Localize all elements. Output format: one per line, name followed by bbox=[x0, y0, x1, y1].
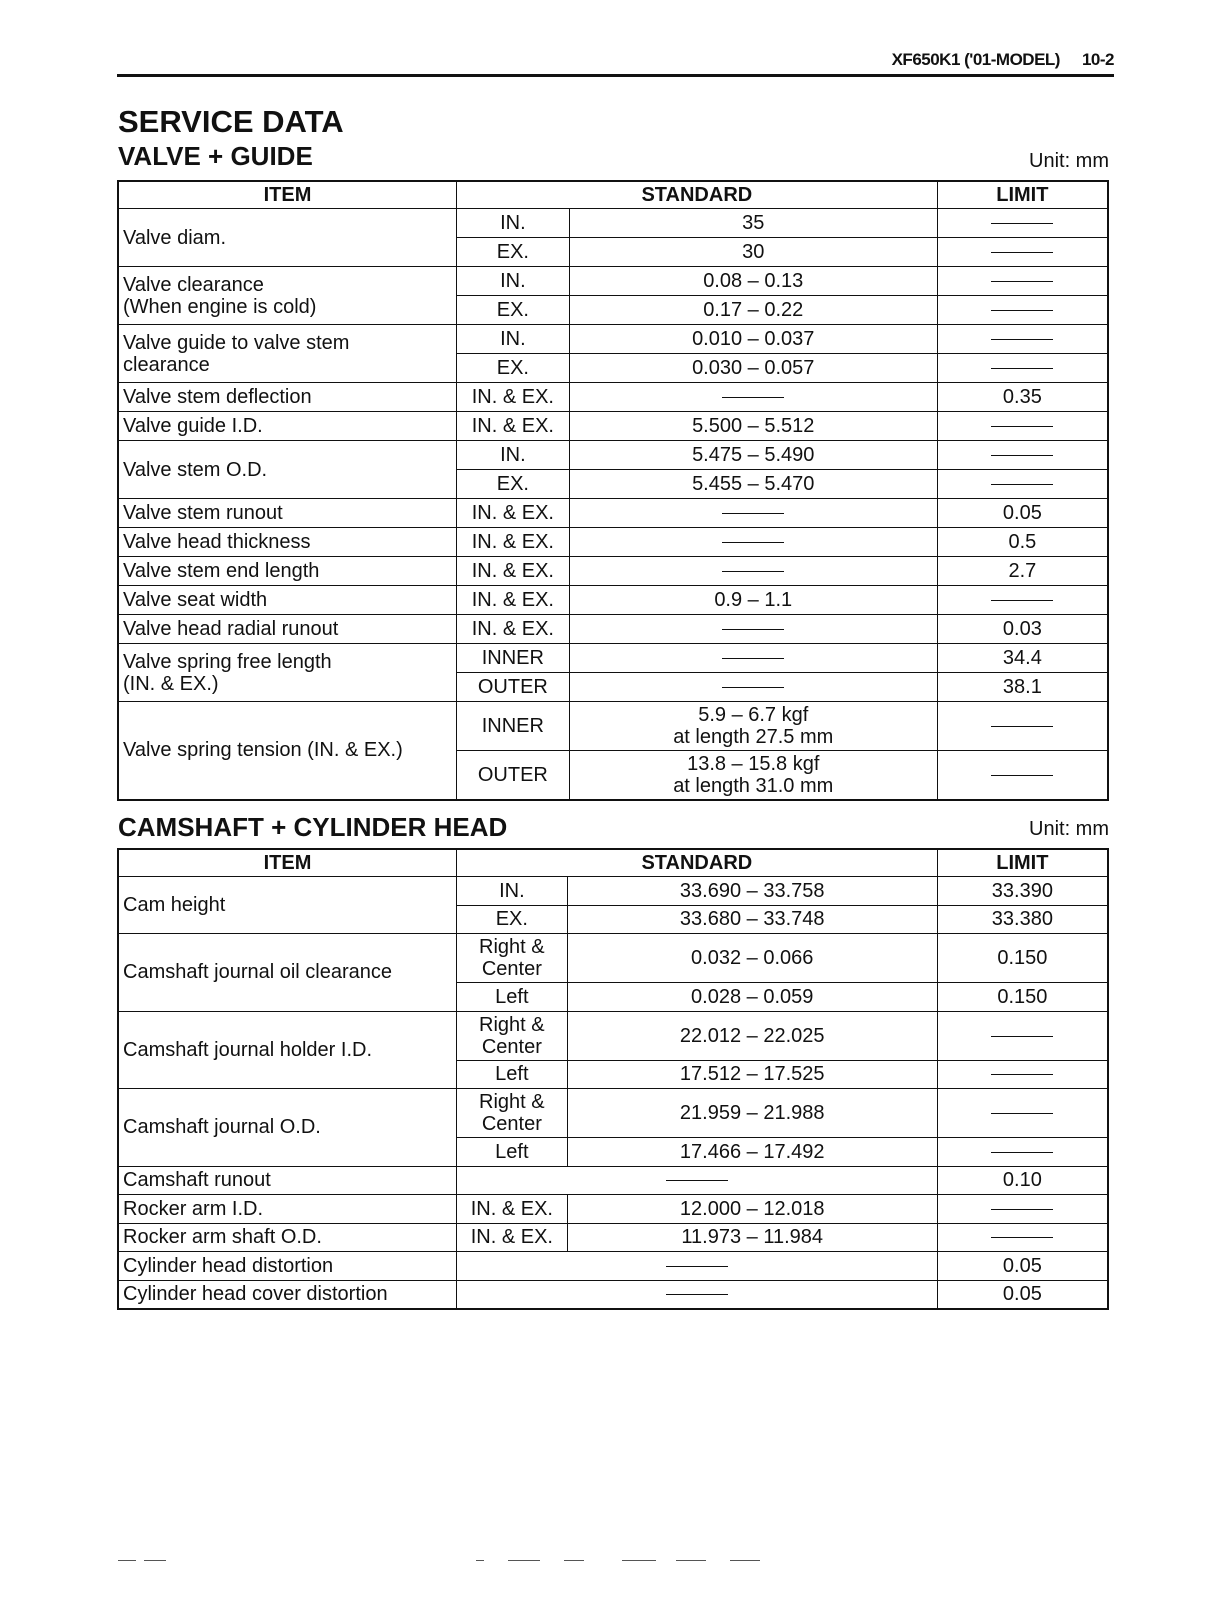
standard-value bbox=[569, 383, 937, 412]
standard-value: 35 bbox=[569, 209, 937, 238]
standard-value: 17.466 – 17.492 bbox=[567, 1138, 937, 1167]
limit-value: 2.7 bbox=[937, 557, 1108, 586]
table-row bbox=[118, 1195, 1108, 1224]
limit-value: 0.150 bbox=[937, 983, 1108, 1012]
standard-value: 5.500 – 5.512 bbox=[569, 412, 937, 441]
standard-value bbox=[569, 557, 937, 586]
table-row bbox=[118, 267, 1108, 296]
header-rule bbox=[117, 74, 1114, 77]
table-row bbox=[118, 383, 1108, 412]
limit-value: 0.03 bbox=[937, 615, 1108, 644]
standard-value: 11.973 – 11.984 bbox=[567, 1223, 937, 1252]
dash-mark bbox=[991, 426, 1053, 427]
condition-label: IN. & EX. bbox=[456, 615, 569, 644]
item-label: Camshaft journal O.D. bbox=[118, 1089, 456, 1167]
item-label: Valve head radial runout bbox=[118, 615, 456, 644]
limit-value: 38.1 bbox=[937, 673, 1108, 702]
table-row bbox=[118, 1011, 1108, 1060]
item-label: Valve diam. bbox=[118, 209, 456, 267]
condition-label: INNER bbox=[456, 702, 569, 751]
standard-value bbox=[569, 499, 937, 528]
limit-value bbox=[937, 1011, 1108, 1060]
condition-label: IN. bbox=[456, 267, 569, 296]
col-header-item: ITEM bbox=[118, 849, 456, 877]
table-row bbox=[118, 615, 1108, 644]
item-label: Rocker arm shaft O.D. bbox=[118, 1223, 456, 1252]
dash-mark bbox=[991, 775, 1053, 776]
table-row bbox=[118, 702, 1108, 751]
item-label: Valve clearance (When engine is cold) bbox=[118, 267, 456, 325]
col-header-standard: STANDARD bbox=[456, 849, 937, 877]
limit-value bbox=[937, 267, 1108, 296]
standard-value: 0.010 – 0.037 bbox=[569, 325, 937, 354]
dash-mark bbox=[991, 726, 1053, 727]
condition-label: OUTER bbox=[456, 673, 569, 702]
limit-value bbox=[937, 441, 1108, 470]
standard-value: 21.959 – 21.988 bbox=[567, 1089, 937, 1138]
condition-label: INNER bbox=[456, 644, 569, 673]
table-row bbox=[118, 412, 1108, 441]
condition-label: IN. bbox=[456, 877, 567, 906]
cam-unit-label: Unit: mm bbox=[1029, 818, 1109, 840]
page-number: 10-2 bbox=[1081, 50, 1114, 69]
item-label: Valve spring free length (IN. & EX.) bbox=[118, 644, 456, 702]
standard-value: 0.028 – 0.059 bbox=[567, 983, 937, 1012]
col-header-standard: STANDARD bbox=[456, 181, 937, 209]
standard-value: 13.8 – 15.8 kgf at length 31.0 mm bbox=[569, 751, 937, 800]
item-label: Valve stem runout bbox=[118, 499, 456, 528]
condition-label: Left bbox=[456, 1060, 567, 1089]
condition-label: OUTER bbox=[456, 751, 569, 800]
dash-mark bbox=[991, 1113, 1053, 1114]
camshaft-title: CAMSHAFT + CYLINDER HEAD bbox=[118, 812, 508, 842]
item-label: Valve stem deflection bbox=[118, 383, 456, 412]
item-label: Camshaft runout bbox=[118, 1166, 456, 1195]
item-label: Valve head thickness bbox=[118, 528, 456, 557]
col-header-limit: LIMIT bbox=[937, 181, 1108, 209]
limit-value: 0.05 bbox=[937, 1280, 1108, 1309]
limit-value bbox=[937, 296, 1108, 325]
item-label: Valve guide to valve stem clearance bbox=[118, 325, 456, 383]
col-header-item: ITEM bbox=[118, 181, 456, 209]
condition-label: EX. bbox=[456, 470, 569, 499]
dash-mark bbox=[991, 339, 1053, 340]
dash-mark bbox=[991, 1237, 1053, 1238]
table-row bbox=[118, 1166, 1108, 1195]
valve-guide-table bbox=[117, 180, 1109, 801]
limit-value bbox=[937, 1223, 1108, 1252]
valve-guide-title: VALVE + GUIDE bbox=[118, 141, 313, 171]
running-header bbox=[892, 50, 1114, 70]
item-label: Cylinder head cover distortion bbox=[118, 1280, 456, 1309]
standard-value: 5.9 – 6.7 kgf at length 27.5 mm bbox=[569, 702, 937, 751]
standard-value: 0.032 – 0.066 bbox=[567, 934, 937, 983]
dash-mark bbox=[722, 629, 784, 630]
condition-label: EX. bbox=[456, 354, 569, 383]
condition-label: IN. & EX. bbox=[456, 557, 569, 586]
dash-mark bbox=[722, 687, 784, 688]
standard-value: 0.9 – 1.1 bbox=[569, 586, 937, 615]
limit-value bbox=[937, 354, 1108, 383]
standard-value bbox=[569, 673, 937, 702]
col-header-limit: LIMIT bbox=[937, 849, 1108, 877]
model-label: XF650K1 ('01-MODEL) bbox=[891, 50, 1060, 69]
dash-mark bbox=[991, 1152, 1053, 1153]
limit-value bbox=[937, 209, 1108, 238]
item-label: Rocker arm I.D. bbox=[118, 1195, 456, 1224]
page-title: SERVICE DATA bbox=[118, 104, 344, 139]
condition-label: Left bbox=[456, 1138, 567, 1167]
table-row bbox=[118, 644, 1108, 673]
item-label: Valve guide I.D. bbox=[118, 412, 456, 441]
limit-value: 0.5 bbox=[937, 528, 1108, 557]
table-row bbox=[118, 528, 1108, 557]
condition-label: IN. & EX. bbox=[456, 528, 569, 557]
table-row bbox=[118, 441, 1108, 470]
limit-value bbox=[937, 702, 1108, 751]
table-row bbox=[118, 934, 1108, 983]
standard-value: 0.08 – 0.13 bbox=[569, 267, 937, 296]
standard-value bbox=[569, 528, 937, 557]
limit-value: 34.4 bbox=[937, 644, 1108, 673]
item-label: Valve seat width bbox=[118, 586, 456, 615]
standard-value: 22.012 – 22.025 bbox=[567, 1011, 937, 1060]
table-row bbox=[118, 325, 1108, 354]
limit-value: 33.380 bbox=[937, 905, 1108, 934]
footer-dashes bbox=[118, 1560, 778, 1564]
standard-value: 33.680 – 33.748 bbox=[567, 905, 937, 934]
standard-value: 0.030 – 0.057 bbox=[569, 354, 937, 383]
limit-value bbox=[937, 238, 1108, 267]
standard-value: 5.455 – 5.470 bbox=[569, 470, 937, 499]
dash-mark bbox=[991, 1209, 1053, 1210]
limit-value: 33.390 bbox=[937, 877, 1108, 906]
condition-label: IN. & EX. bbox=[456, 586, 569, 615]
table-row bbox=[118, 209, 1108, 238]
item-label: Camshaft journal holder I.D. bbox=[118, 1011, 456, 1089]
item-label: Cylinder head distortion bbox=[118, 1252, 456, 1281]
item-label: Valve spring tension (IN. & EX.) bbox=[118, 702, 456, 800]
limit-value bbox=[937, 1089, 1108, 1138]
condition-label: IN. & EX. bbox=[456, 499, 569, 528]
condition-label: IN. & EX. bbox=[456, 1223, 567, 1252]
standard-value bbox=[569, 644, 937, 673]
standard-value bbox=[569, 615, 937, 644]
item-label: Valve stem O.D. bbox=[118, 441, 456, 499]
dash-mark bbox=[722, 571, 784, 572]
standard-value: 12.000 – 12.018 bbox=[567, 1195, 937, 1224]
dash-mark bbox=[722, 397, 784, 398]
condition-label: Right & Center bbox=[456, 934, 567, 983]
dash-mark bbox=[991, 484, 1053, 485]
dash-mark bbox=[991, 310, 1053, 311]
condition-label: Right & Center bbox=[456, 1011, 567, 1060]
dash-mark bbox=[991, 368, 1053, 369]
standard-value: 0.17 – 0.22 bbox=[569, 296, 937, 325]
condition-label: IN. & EX. bbox=[456, 383, 569, 412]
dash-mark bbox=[991, 281, 1053, 282]
condition-label: IN. & EX. bbox=[456, 1195, 567, 1224]
standard-value bbox=[456, 1166, 937, 1195]
limit-value bbox=[937, 586, 1108, 615]
limit-value: 0.150 bbox=[937, 934, 1108, 983]
valve-unit-label: Unit: mm bbox=[1029, 150, 1109, 172]
condition-label: EX. bbox=[456, 296, 569, 325]
table-row bbox=[118, 586, 1108, 615]
limit-value: 0.05 bbox=[937, 499, 1108, 528]
condition-label: IN. bbox=[456, 441, 569, 470]
table-row bbox=[118, 1223, 1108, 1252]
table-row bbox=[118, 877, 1108, 906]
condition-label: Left bbox=[456, 983, 567, 1012]
dash-mark bbox=[991, 1036, 1053, 1037]
condition-label: IN. & EX. bbox=[456, 412, 569, 441]
standard-value: 33.690 – 33.758 bbox=[567, 877, 937, 906]
dash-mark bbox=[991, 455, 1053, 456]
item-label: Valve stem end length bbox=[118, 557, 456, 586]
limit-value: 0.10 bbox=[937, 1166, 1108, 1195]
limit-value bbox=[937, 325, 1108, 354]
dash-mark bbox=[722, 542, 784, 543]
condition-label: IN. bbox=[456, 325, 569, 354]
dash-mark bbox=[991, 600, 1053, 601]
limit-value: 0.05 bbox=[937, 1252, 1108, 1281]
limit-value bbox=[937, 1138, 1108, 1167]
dash-mark bbox=[991, 223, 1053, 224]
item-label: Camshaft journal oil clearance bbox=[118, 934, 456, 1012]
standard-value: 30 bbox=[569, 238, 937, 267]
dash-mark bbox=[666, 1266, 728, 1267]
dash-mark bbox=[991, 1074, 1053, 1075]
table-row bbox=[118, 1280, 1108, 1309]
table-row bbox=[118, 1089, 1108, 1138]
condition-label: Right & Center bbox=[456, 1089, 567, 1138]
condition-label: EX. bbox=[456, 905, 567, 934]
standard-value bbox=[456, 1252, 937, 1281]
dash-mark bbox=[991, 252, 1053, 253]
limit-value bbox=[937, 1060, 1108, 1089]
limit-value: 0.35 bbox=[937, 383, 1108, 412]
limit-value bbox=[937, 1195, 1108, 1224]
condition-label: EX. bbox=[456, 238, 569, 267]
camshaft-cylinder-head-table bbox=[117, 848, 1109, 1310]
standard-value bbox=[456, 1280, 937, 1309]
limit-value bbox=[937, 751, 1108, 800]
dash-mark bbox=[722, 658, 784, 659]
dash-mark bbox=[722, 513, 784, 514]
dash-mark bbox=[666, 1294, 728, 1295]
limit-value bbox=[937, 470, 1108, 499]
table-row bbox=[118, 499, 1108, 528]
standard-value: 5.475 – 5.490 bbox=[569, 441, 937, 470]
dash-mark bbox=[666, 1180, 728, 1181]
standard-value: 17.512 – 17.525 bbox=[567, 1060, 937, 1089]
item-label: Cam height bbox=[118, 877, 456, 934]
table-row bbox=[118, 557, 1108, 586]
table-row bbox=[118, 1252, 1108, 1281]
limit-value bbox=[937, 412, 1108, 441]
condition-label: IN. bbox=[456, 209, 569, 238]
